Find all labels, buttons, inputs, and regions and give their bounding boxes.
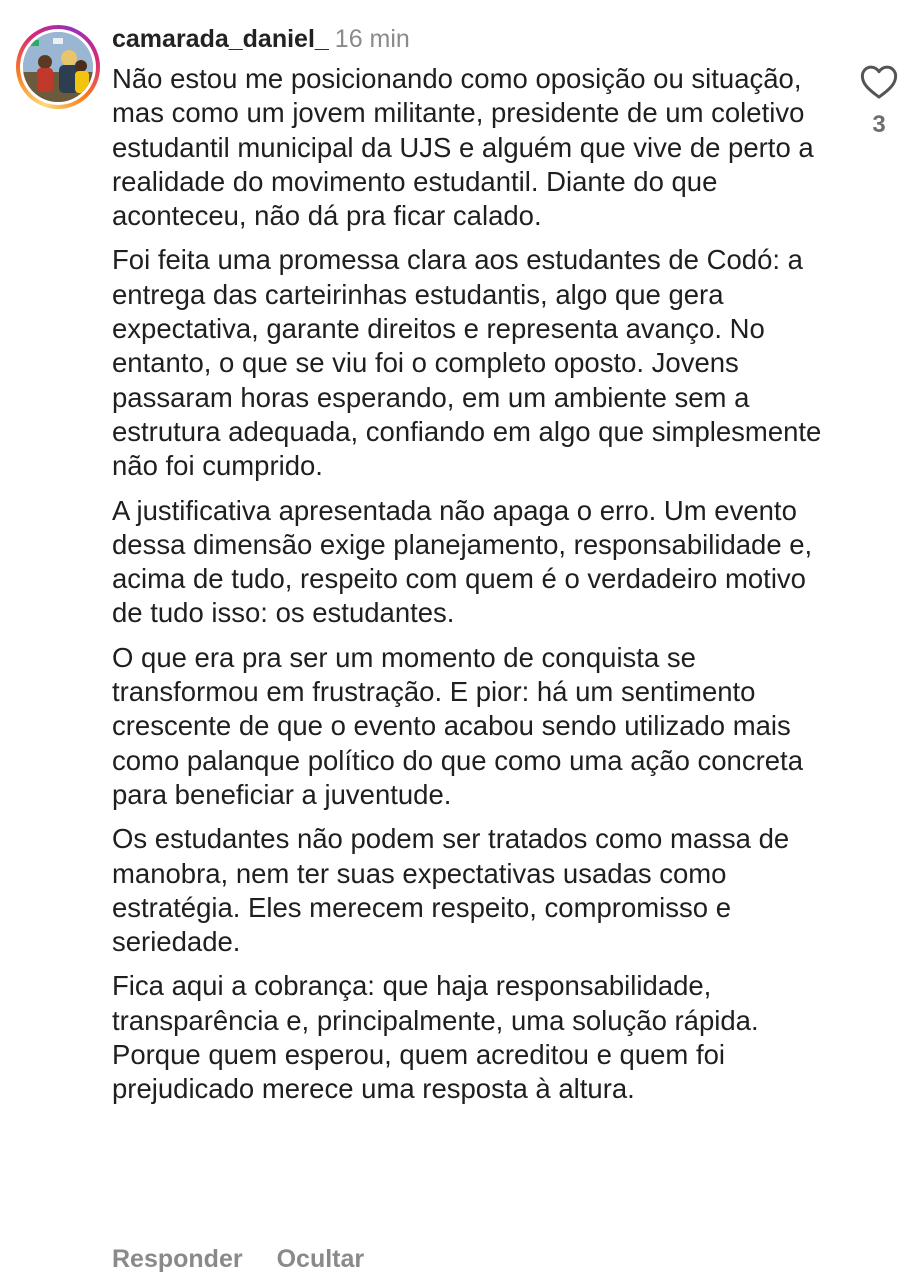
hide-button[interactable]: Ocultar xyxy=(276,1245,365,1273)
comment-paragraph: Não estou me posicionando como oposição ou situação, mas como um jovem militante, presidente de um coletivo estudantil municipal da UJS e alguém que vive de perto a realidade do movimento estudantil. Diante do que aconteceu, não dá pra ficar calado. xyxy=(112,63,814,232)
avatar[interactable] xyxy=(23,32,93,102)
comment-timestamp: 16 min xyxy=(334,25,410,53)
comment-paragraph: A justificativa apresentada não apaga o erro. Um evento dessa dimensão exige planejamento, responsabilidade e, acima de tudo, respeito com quem é o verdadeiro motivo de tudo isso: os estudantes. xyxy=(112,494,813,629)
like-area xyxy=(855,64,903,140)
avatar-story-ring[interactable] xyxy=(16,25,100,109)
reply-button[interactable]: Responder xyxy=(112,1245,243,1273)
comment-paragraph: Os estudantes não podem ser tratados como massa de manobra, nem ter suas expectativas usadas como estratégia. Eles merecem respeito, compromisso e seriedade. xyxy=(112,823,790,958)
like-count: 3 xyxy=(872,111,886,138)
comment-paragraph: Fica aqui a cobrança: que haja responsabilidade, transparência e, principalmente, uma solução rápida. Porque quem esperou, quem acreditou e quem foi prejudicado merece uma resposta à altura. xyxy=(112,970,759,1105)
avatar-photo xyxy=(23,32,93,102)
comment-header xyxy=(112,22,832,56)
comment-actions xyxy=(112,1243,364,1275)
username-link[interactable]: camarada_daniel_ xyxy=(112,25,329,53)
heart-outline-icon[interactable] xyxy=(860,64,898,100)
avatar-ring-gap xyxy=(20,29,96,105)
comment-body xyxy=(112,22,832,1117)
comment-paragraph: Foi feita uma promessa clara aos estudantes de Codó: a entrega das carteirinhas estudantis, algo que gera expectativa, garante direitos e representa avanço. No entanto, o que se viu foi o completo oposto. Jovens passaram horas esperando, em um ambiente sem a estrutura adequada, confiando em algo que simplesmente não foi cumprido. xyxy=(112,244,822,482)
comment-text xyxy=(112,62,832,1107)
comment-paragraph: O que era pra ser um momento de conquista se transformou em frustração. E pior: há um sentimento crescente de que o evento acabou sendo utilizado mais como palanque político do que como uma ação concreta para beneficiar a juventude. xyxy=(112,641,803,810)
